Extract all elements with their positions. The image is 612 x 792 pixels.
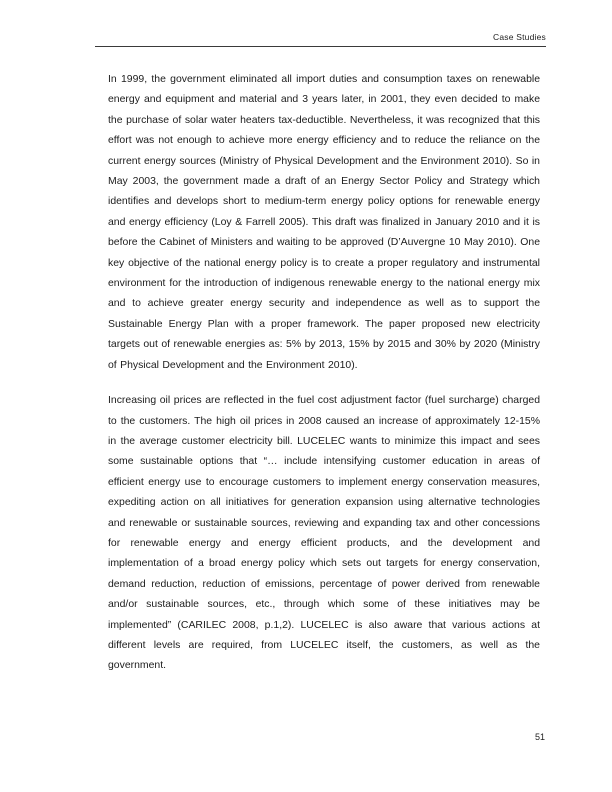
running-header-title: Case Studies — [493, 32, 546, 42]
page-number: 51 — [534, 732, 545, 742]
paragraph-energy-policy: In 1999, the government eliminated all import duties and consumption taxes on renewable energy and equipment and material and 3 years later, in 2001, they even decided to make the purchase of solar water heaters tax-deductible. Nevertheless, it was recognized that this effort was not enough to achieve more energy efficiency and to reduce the reliance on the current energy sources (Ministry of Physical Development and the Environment 2010). So in May 2003, the government made a draft of an Energy Sector Policy and Strategy which identifies and develops short to medium-term energy policy options for renewable energy and energy efficiency (Loy & Farrell 2005). This draft was finalized in January 2010 and it is before the Cabinet of Ministers and waiting to be approved (D’Auvergne 10 May 2010). One key objective of the national energy policy is to create a proper regulatory and instrumental environment for the introduction of indigenous renewable energy to the national energy mix and to achieve greater energy security and independence as well as to support the Sustainable Energy Plan with a proper framework. The paper proposed new electricity targets out of renewable energies as: 5% by 2013, 15% by 2015 and 30% by 2020 (Ministry of Physical Development and the Environment 2010). — [108, 74, 540, 371]
header-divider — [95, 46, 546, 47]
body-text — [108, 70, 540, 692]
paragraph-oil-prices: Increasing oil prices are reflected in the fuel cost adjustment factor (fuel surcharge) charged to the customers. The high oil prices in 2008 caused an increase of approximately 12-15% in the average customer electricity bill. LUCELEC wants to minimize this impact and sees some sustainable options that “… include intensifying customer education in areas of efficient energy use to encourage customers to implement energy conservation measures, expediting action on all initiatives for generation expansion using alternative technologies and renewable or sustainable sources, reviewing and expanding tax and other concessions for renewable energy and energy efficient products, and the development and implementation of a broad energy policy which sets out targets for energy conservation, demand reduction, reduction of emissions, percentage of power derived from renewable and/or sustainable sources, etc., through which some of these initiatives may be implemented” (CARILEC 2008, p.1,2). LUCELEC is also aware that various actions at different levels are required, from LUCELEC itself, the customers, as well as the government. — [108, 395, 540, 672]
page-header — [95, 32, 546, 47]
